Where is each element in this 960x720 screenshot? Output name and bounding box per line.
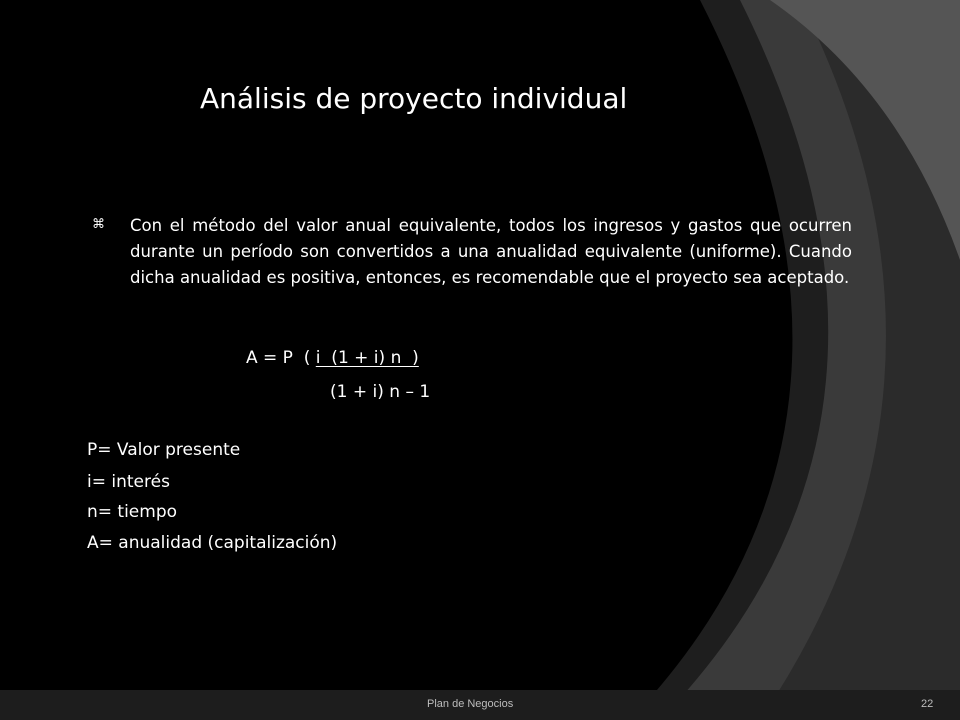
bullet-item: [92, 213, 852, 291]
formula-numerator: i (1 + i) n ): [315, 348, 419, 368]
footer-title: Plan de Negocios: [427, 698, 514, 710]
definition-p: P= Valor presente: [87, 440, 241, 460]
command-key-icon: ⌘: [92, 217, 105, 232]
formula-numerator-line: [246, 348, 419, 368]
definition-a: A= anualidad (capitalización): [87, 533, 338, 553]
formula-denominator: (1 + i) n – 1: [330, 382, 431, 402]
bullet-text: Con el método del valor anual equivalente, todos los ingresos y gastos que ocurren durante un período son convertidos a una anualidad equivalente (uniforme). Cuando dicha anualidad es positiva, entonces, es recomendable que el proyecto sea aceptado.: [130, 216, 852, 287]
page-number: 22: [921, 698, 934, 710]
formula-prefix: A = P (: [246, 348, 316, 368]
definition-i: i= interés: [87, 472, 170, 492]
definition-n: n= tiempo: [87, 502, 178, 522]
slide-title: Análisis de proyecto individual: [200, 82, 628, 115]
